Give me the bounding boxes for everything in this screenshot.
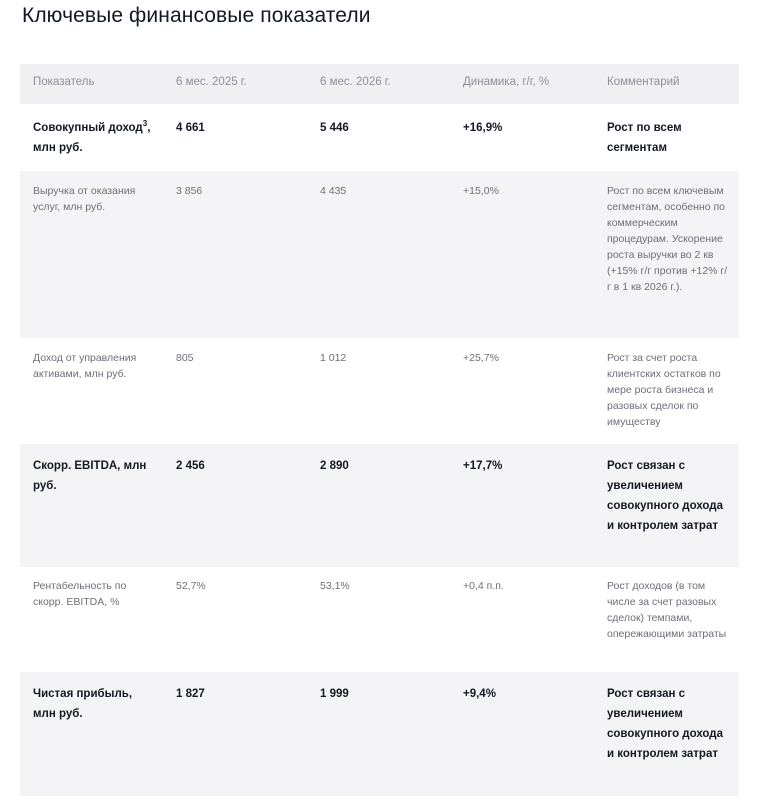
footnote-mark: 3: [142, 119, 148, 129]
indicator-cell: Чистая прибыль, млн руб.: [20, 672, 163, 796]
change-value: +0,4 п.п.: [450, 567, 594, 672]
value-2025: 1 827: [163, 672, 307, 796]
value-2025: 3 856: [163, 171, 307, 338]
indicator-cell: Скорр. EBITDA, млн руб.: [20, 444, 163, 567]
table-row: [20, 338, 739, 444]
value-2025: 4 661: [163, 104, 307, 171]
table-row: [20, 672, 739, 796]
table-header-row: [20, 64, 739, 104]
header-change: Динамика, г/г, %: [450, 64, 594, 104]
header-comment: Комментарий: [594, 64, 739, 104]
value-2026: 2 890: [307, 444, 450, 567]
comment-cell: Рост связан с увеличением совокупного дохода и контролем затрат: [594, 672, 739, 796]
comment-cell: Рост по всем ключевым сегментам, особенно по коммерческим процедурам. Ускорение роста выручки во 2 кв (+15% г/г против +12% г/г в 1 кв 2026 г.).: [594, 171, 739, 338]
change-value: +15,0%: [450, 171, 594, 338]
table-row: [20, 567, 739, 672]
indicator-text: Совокупный доход: [33, 122, 143, 134]
value-2026: 4 435: [307, 171, 450, 338]
indicator-cell: Рентабельность по скорр. EBITDA, %: [20, 567, 163, 672]
value-2026: 5 446: [307, 104, 450, 171]
change-value: +16,9%: [450, 104, 594, 171]
header-2025: 6 мес. 2025 г.: [163, 64, 307, 104]
comment-cell: Рост по всем сегментам: [594, 104, 739, 171]
header-2026: 6 мес. 2026 г.: [307, 64, 450, 104]
comment-cell: Рост за счет роста клиентских остатков по мере роста бизнеса и разовых сделок по имуществу: [594, 338, 739, 444]
value-2026: 53,1%: [307, 567, 450, 672]
value-2026: 1 999: [307, 672, 450, 796]
comment-cell: Рост доходов (в том числе за счет разовых сделок) темпами, опережающими затраты: [594, 567, 739, 672]
change-value: +17,7%: [450, 444, 594, 567]
indicator-cell: Доход от управления активами, млн руб.: [20, 338, 163, 444]
indicator-cell: [20, 104, 163, 171]
table-row: [20, 171, 739, 338]
table-row: [20, 104, 739, 171]
value-2025: 52,7%: [163, 567, 307, 672]
value-2026: 1 012: [307, 338, 450, 444]
value-2025: 805: [163, 338, 307, 444]
change-value: +9,4%: [450, 672, 594, 796]
value-2025: 2 456: [163, 444, 307, 567]
page-title: Ключевые финансовые показатели: [22, 4, 371, 27]
financial-indicators-table: [20, 64, 739, 796]
comment-cell: Рост связан с увеличением совокупного дохода и контролем затрат: [594, 444, 739, 567]
change-value: +25,7%: [450, 338, 594, 444]
indicator-suffix: , млн руб.: [33, 122, 151, 154]
header-indicator: Показатель: [20, 64, 163, 104]
indicator-cell: Выручка от оказания услуг, млн руб.: [20, 171, 163, 338]
table-row: [20, 444, 739, 567]
